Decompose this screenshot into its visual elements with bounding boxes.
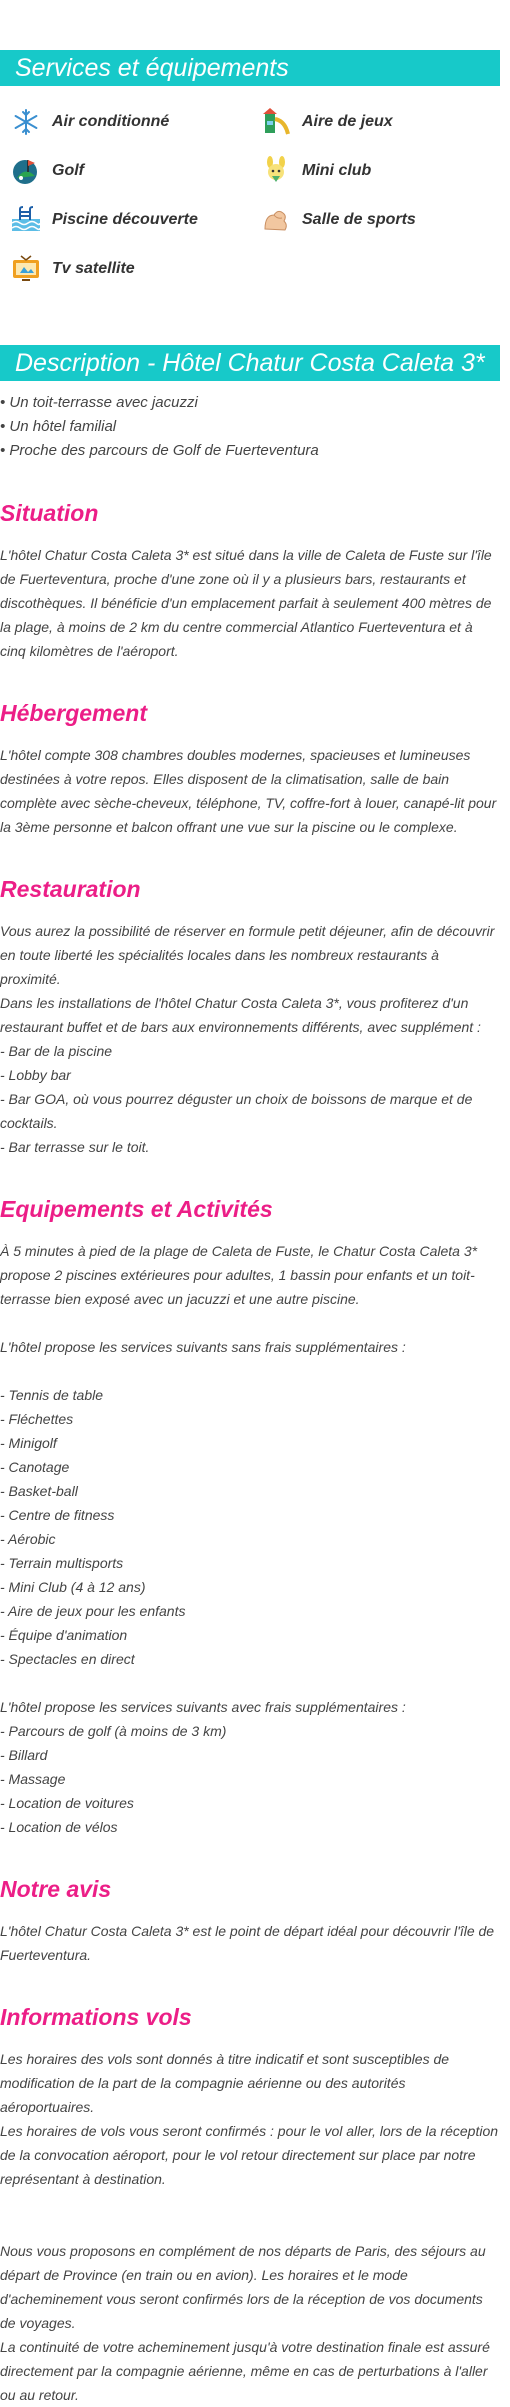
free-item: - Canotage [0, 1459, 70, 1475]
restauration-line: Dans les installations de l'hôtel Chatur Costa Caleta 3*, vous profiterez d'un restaurant buffet et de bars aux environnements différents, avec supplément : [0, 995, 481, 1035]
situation-text: L'hôtel Chatur Costa Caleta 3* est situé dans la ville de Caleta de Fuste sur l'île de Fuerteventura, proche d'une zone où il y a plusieurs bars, restaurants et discothèques. Il bénéficie d'un emplacement parfait à seulement 400 mètres de la plage, à moins de 2 km du centre commercial Atlantico Fuerteventura et à cinq kilomètres de l'aéroport. [0, 547, 492, 659]
hebergement-text: L'hôtel compte 308 chambres doubles modernes, spacieuses et lumineuses destinées à votre repos. Elles disposent de la climatisation, salle de bain complète avec sèche-cheveux, téléphone, TV, coffre-fort à louer, canapé-lit pour la 3ème personne et balcon offrant une vue sur la piscine ou le complexe. [0, 747, 497, 835]
situation-heading: Situation [0, 500, 99, 526]
paid-item: - Parcours de golf (à moins de 3 km) [0, 1723, 227, 1739]
restauration-line: - Bar terrasse sur le toit. [0, 1139, 150, 1155]
snowflake-icon [10, 106, 42, 138]
equipements-heading: Equipements et Activités [0, 1196, 273, 1222]
vols-paragraph: Les horaires des vols sont donnés à titre indicatif et sont susceptibles de modification de la part de la compagnie aérienne ou des autorités aéroportuaires. [0, 2051, 450, 2115]
avis-heading: Notre avis [0, 1876, 112, 1902]
service-mini-club [260, 155, 510, 187]
services-banner [0, 50, 500, 86]
paid-item: - Massage [0, 1771, 66, 1787]
vols-paragraph: Nous vous proposons en complément de nos départs de Paris, des séjours au départ de Province (en train ou en avion). Les horaires et le mode d'acheminement vous seront confirmés lors de la réception de vos documents de voyages. [0, 2243, 486, 2331]
service-salle-de-sports [260, 204, 510, 236]
service-label: Salle de sports [302, 211, 416, 228]
paid-item: - Location de voitures [0, 1795, 134, 1811]
free-item: - Mini Club (4 à 12 ans) [0, 1579, 146, 1595]
vols-paragraph: La continuité de votre acheminement jusqu'à votre destination finale est assuré directement par la compagnie aérienne, même en cas de perturbations à l'aller ou au retour. [0, 2339, 490, 2403]
vols-text [0, 2047, 500, 2407]
free-item: - Aérobic [0, 1531, 56, 1547]
free-item: - Basket-ball [0, 1483, 78, 1499]
paid-item: - Billard [0, 1747, 48, 1763]
tv-icon [10, 253, 42, 285]
service-label: Golf [52, 162, 84, 179]
restauration-line: Vous aurez la possibilité de réserver en formule petit déjeuner, afin de découvrir en toute liberté les spécialités locales dans les nombreux restaurants à proximité. [0, 923, 495, 987]
service-piscine [10, 204, 260, 236]
service-label: Tv satellite [52, 260, 135, 277]
service-tv-satellite [10, 253, 260, 285]
service-golf [10, 155, 260, 187]
vols-heading: Informations vols [0, 2004, 192, 2030]
free-item: - Aire de jeux pour les enfants [0, 1603, 186, 1619]
description-title: Description - Hôtel Chatur Costa Caleta 3* [15, 349, 485, 377]
free-item: - Minigolf [0, 1435, 57, 1451]
free-item: - Tennis de table [0, 1387, 103, 1403]
service-label: Air conditionné [52, 113, 170, 130]
service-label: Aire de jeux [302, 113, 393, 130]
equipements-free-title: L'hôtel propose les services suivants sans frais supplémentaires : [0, 1339, 406, 1355]
free-item: - Fléchettes [0, 1411, 74, 1427]
free-item: - Spectacles en direct [0, 1651, 135, 1667]
golf-icon [10, 155, 42, 187]
pool-icon [10, 204, 42, 236]
hebergement-heading: Hébergement [0, 700, 147, 726]
restauration-text [0, 919, 500, 1159]
service-label: Piscine découverte [52, 211, 198, 228]
bullet-item: • Proche des parcours de Golf de Fuerteventura [0, 442, 319, 459]
vols-paragraph: Les horaires de vols vous seront confirmés : pour le vol aller, lors de la réception de la convocation aéroport, pour le vol retour directement sur place par notre représentant à destination. [0, 2123, 499, 2187]
bullet-item: • Un toit-terrasse avec jacuzzi [0, 394, 198, 411]
description-banner [0, 345, 500, 381]
equipements-paid-title: L'hôtel propose les services suivants avec frais supplémentaires : [0, 1699, 406, 1715]
restauration-line: - Bar de la piscine [0, 1043, 113, 1059]
equipements-text [0, 1239, 500, 1839]
equipements-intro: À 5 minutes à pied de la plage de Caleta de Fuste, le Chatur Costa Caleta 3* propose 2 piscines extérieures pour adultes, 1 bassin pour enfants et un toit-terrasse bien exposé avec un jacuzzi et une autre piscine. [0, 1243, 478, 1307]
bullet-item: • Un hôtel familial [0, 418, 117, 435]
paid-item: - Location de vélos [0, 1819, 118, 1835]
avis-text: L'hôtel Chatur Costa Caleta 3* est le point de départ idéal pour découvrir l'île de Fuerteventura. [0, 1923, 495, 1963]
service-aire-de-jeux [260, 106, 510, 138]
restauration-line: - Lobby bar [0, 1067, 71, 1083]
free-item: - Équipe d'animation [0, 1627, 128, 1643]
service-label: Mini club [302, 162, 372, 179]
services-title: Services et équipements [15, 54, 289, 82]
restauration-heading: Restauration [0, 876, 141, 902]
free-item: - Terrain multisports [0, 1555, 124, 1571]
free-item: - Centre de fitness [0, 1507, 115, 1523]
playground-icon [260, 106, 292, 138]
restauration-line: - Bar GOA, où vous pourrez déguster un choix de boissons de marque et de cocktails. [0, 1091, 473, 1131]
mini-club-icon [260, 155, 292, 187]
services-grid [0, 86, 500, 285]
description-bullets [0, 381, 500, 463]
service-air-conditionne [10, 106, 260, 138]
gym-icon [260, 204, 292, 236]
